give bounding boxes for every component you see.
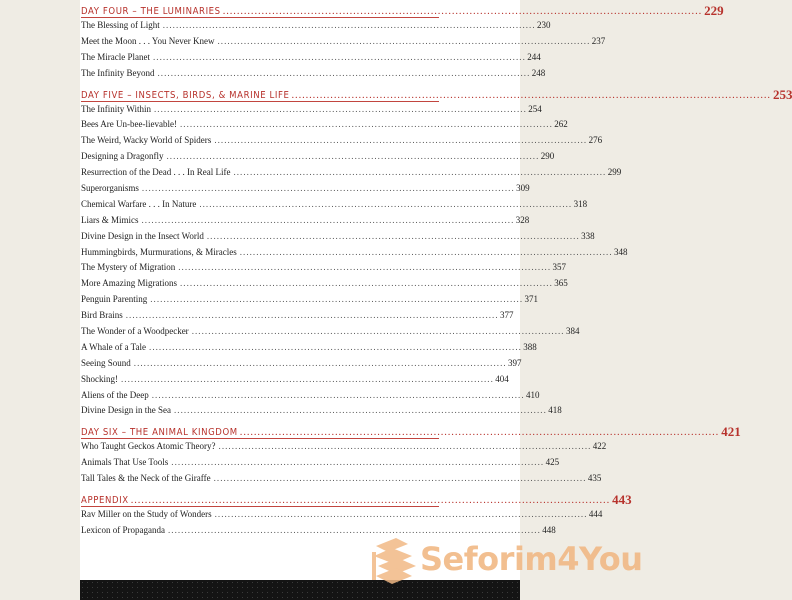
entry-title: Bees Are Un-bee-lievable! [81, 119, 177, 130]
entry-title: Who Taught Geckos Atomic Theory? [81, 441, 216, 452]
toc-entry [81, 473, 602, 489]
dot-leader [199, 199, 570, 209]
page-number: 237 [591, 35, 606, 46]
entry-title: Hummingbirds, Murmurations, & Miracles [81, 246, 237, 257]
watermark-text: Seforim4You [420, 540, 643, 578]
toc-entry [81, 183, 530, 199]
page-number: 377 [500, 310, 514, 321]
toc-entry [81, 51, 541, 68]
page-number: 384 [565, 326, 580, 337]
page-number: 328 [515, 214, 530, 225]
entry-title: The Miracle Planet [81, 51, 150, 62]
page-number: 299 [607, 167, 622, 178]
section-title: DAY SIX – THE ANIMAL KINGDOM [81, 427, 238, 439]
page-number: 435 [587, 473, 602, 484]
entry-title: Shocking! [81, 373, 118, 384]
dot-leader [180, 119, 551, 129]
dot-leader [240, 427, 719, 438]
entry-title: Lexicon of Propaganda [81, 524, 165, 535]
toc-entry [81, 341, 537, 358]
toc-section-heading [81, 421, 741, 440]
toc-entry [81, 67, 546, 84]
dot-leader [131, 495, 610, 506]
page-number: 318 [573, 198, 588, 209]
section-title: DAY FOUR – THE LUMINARIES [81, 6, 221, 17]
toc-entry [81, 103, 542, 120]
page-number: 425 [545, 457, 560, 468]
entry-title: The Wonder of a Woodpecker [81, 326, 189, 337]
page-number: 357 [552, 262, 566, 273]
toc-entry [81, 326, 580, 342]
page-number: 444 [588, 509, 603, 520]
section-title: DAY FIVE – INSECTS, BIRDS, & MARINE LIFE [81, 89, 290, 101]
entry-title: Resurrection of the Dead . . . In Real Life [81, 167, 231, 178]
toc-entry [81, 262, 566, 278]
dot-leader [158, 68, 529, 78]
page-number: 338 [581, 230, 595, 241]
page-number: 422 [592, 441, 607, 452]
dot-leader [214, 135, 585, 145]
dot-leader [219, 441, 590, 451]
toc-entry [81, 246, 628, 263]
toc-entry [81, 310, 514, 326]
dot-leader [233, 167, 604, 177]
entry-title: Designing a Dragonfly [81, 151, 164, 162]
entry-title: Seeing Sound [81, 357, 131, 368]
page-number: 230 [537, 20, 551, 30]
toc-entry [81, 457, 560, 473]
entry-title: Tall Tales & the Neck of the Giraffe [81, 473, 211, 484]
page-number: 388 [523, 341, 537, 352]
dot-leader [292, 90, 771, 101]
entry-title: Bird Brains [81, 310, 123, 321]
toc-entry [81, 294, 539, 310]
dot-leader [240, 247, 611, 257]
page-number: 443 [612, 492, 632, 508]
toc-entry [81, 167, 622, 183]
page-number: 244 [527, 51, 541, 62]
dot-leader [217, 36, 588, 46]
entry-title: Divine Design in the Sea [81, 405, 171, 416]
toc-entry [81, 509, 603, 525]
entry-title: Animals That Use Tools [81, 457, 169, 468]
dot-leader [153, 52, 524, 62]
page-number: 448 [542, 524, 556, 535]
section-title: APPENDIX [81, 495, 129, 507]
toc-entry [81, 198, 588, 215]
dot-leader [174, 405, 545, 415]
page-number: 290 [540, 151, 555, 162]
toc-entry [81, 35, 606, 52]
toc-entry [81, 357, 522, 374]
books-logo-icon [368, 532, 426, 590]
page-number: 309 [516, 183, 530, 194]
toc-entry [81, 278, 568, 294]
page-number: 254 [528, 103, 542, 114]
page-number: 348 [614, 246, 628, 257]
page-number: 248 [531, 67, 546, 78]
entry-title: Aliens of the Deep [81, 389, 149, 400]
toc-entry [81, 389, 540, 406]
entry-title: More Amazing Migrations [81, 278, 177, 289]
toc-entry [81, 20, 551, 36]
page-number: 397 [508, 357, 522, 368]
entry-title: Liars & Mimics [81, 214, 139, 225]
dot-leader [121, 374, 492, 384]
dot-leader [207, 231, 578, 241]
watermark [368, 530, 643, 592]
dot-leader [166, 151, 537, 161]
toc-entry [81, 373, 509, 390]
page-number: 421 [721, 424, 741, 440]
dot-leader [214, 473, 585, 483]
toc-entry [81, 405, 562, 421]
dot-leader [150, 294, 521, 304]
page-number: 371 [524, 294, 539, 305]
toc-section-heading [81, 0, 724, 18]
table-of-contents [81, 0, 792, 541]
entry-title: Superorganisms [81, 183, 139, 194]
dot-leader [215, 509, 586, 519]
entry-title: Divine Design in the Insect World [81, 230, 204, 241]
entry-title: The Infinity Within [81, 103, 151, 114]
toc-section-heading [81, 84, 792, 102]
dot-leader [171, 457, 542, 467]
entry-title: A Whale of a Tale [81, 341, 147, 352]
dot-leader [149, 342, 520, 352]
toc-entry [81, 441, 607, 457]
page-number: 253 [772, 86, 792, 102]
dot-leader [223, 6, 702, 17]
dot-leader [152, 390, 523, 400]
dot-leader [154, 104, 525, 114]
toc-entry [81, 230, 595, 247]
toc-entry [81, 151, 555, 167]
entry-title: The Weird, Wacky World of Spiders [81, 135, 212, 146]
entry-title: Rav Miller on the Study of Wonders [81, 509, 212, 520]
toc-entry [81, 135, 603, 151]
page-number: 229 [704, 3, 724, 18]
page-number: 276 [588, 135, 603, 146]
entry-title: The Mystery of Migration [81, 262, 176, 273]
toc-entry [81, 214, 530, 231]
dot-leader [134, 358, 505, 368]
dot-leader [142, 183, 513, 193]
entry-title: The Infinity Beyond [81, 67, 155, 78]
page-number: 410 [526, 389, 540, 400]
page-number: 262 [554, 119, 568, 130]
entry-title: Chemical Warfare . . . In Nature [81, 198, 197, 209]
toc-entry [81, 119, 568, 135]
page-number: 404 [495, 373, 509, 384]
page-number: 418 [548, 405, 562, 416]
dot-leader [142, 215, 513, 225]
entry-title: Meet the Moon . . . You Never Knew [81, 35, 215, 46]
dot-leader [126, 310, 497, 320]
toc-section-heading [81, 489, 632, 508]
dot-leader [180, 278, 551, 288]
page-number: 365 [554, 278, 568, 289]
entry-title: Penguin Parenting [81, 294, 148, 305]
dot-leader [163, 20, 534, 30]
entry-title: The Blessing of Light [81, 20, 160, 30]
dot-leader [192, 326, 563, 336]
dot-leader [178, 262, 549, 272]
